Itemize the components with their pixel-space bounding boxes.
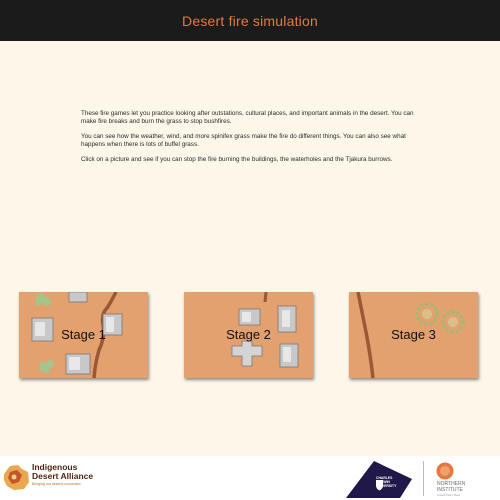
stage-1-label: Stage 1	[61, 327, 106, 342]
ni-tagline: Growth Policy Place	[437, 494, 461, 497]
ida-name-line1: Indigenous	[32, 462, 78, 472]
stage-2-label: Stage 2	[226, 327, 271, 342]
footer	[0, 456, 500, 500]
stage-3-label: Stage 3	[391, 327, 436, 342]
ida-name-line2: Desert Alliance	[32, 471, 94, 481]
northern-institute-wordmark	[437, 481, 465, 499]
intro-paragraph: These fire games let you practice looking after outstations, cultural places, and important animals in the desert. You can make fire breaks and burn the grass to stop bushfires.	[81, 110, 414, 126]
stage-1-card[interactable]	[19, 292, 148, 378]
intro-paragraph: Click on a picture and see if you can stop the fire burning the buildings, the waterholes and the Tjakura burrows.	[81, 155, 393, 163]
page-title: Desert fire simulation	[182, 12, 318, 29]
cdu-line1: CHARLES	[376, 476, 393, 480]
intro-paragraph: You can see how the weather, wind, and more spinifex grass make the fire do different things. You can also see what happens when there is lots of buffel grass.	[81, 132, 406, 149]
ida-brand	[32, 463, 93, 486]
stage-3-card[interactable]	[349, 292, 478, 378]
cdu-wordmark	[376, 476, 406, 488]
page-header	[0, 0, 500, 41]
intro-text	[81, 110, 421, 170]
footer-divider	[423, 461, 424, 496]
ni-line1: NORTHERN	[437, 481, 466, 487]
northern-institute-logo-icon	[436, 462, 454, 480]
cdu-line2: DARWIN	[376, 480, 390, 484]
ida-logo-icon	[2, 462, 30, 492]
cdu-line3: UNIVERSITY	[376, 484, 397, 488]
stage-2-card[interactable]	[184, 292, 313, 378]
ni-line2: INSTITUTE	[437, 487, 463, 493]
ida-tagline: Bringing our deserts connected	[32, 482, 81, 486]
